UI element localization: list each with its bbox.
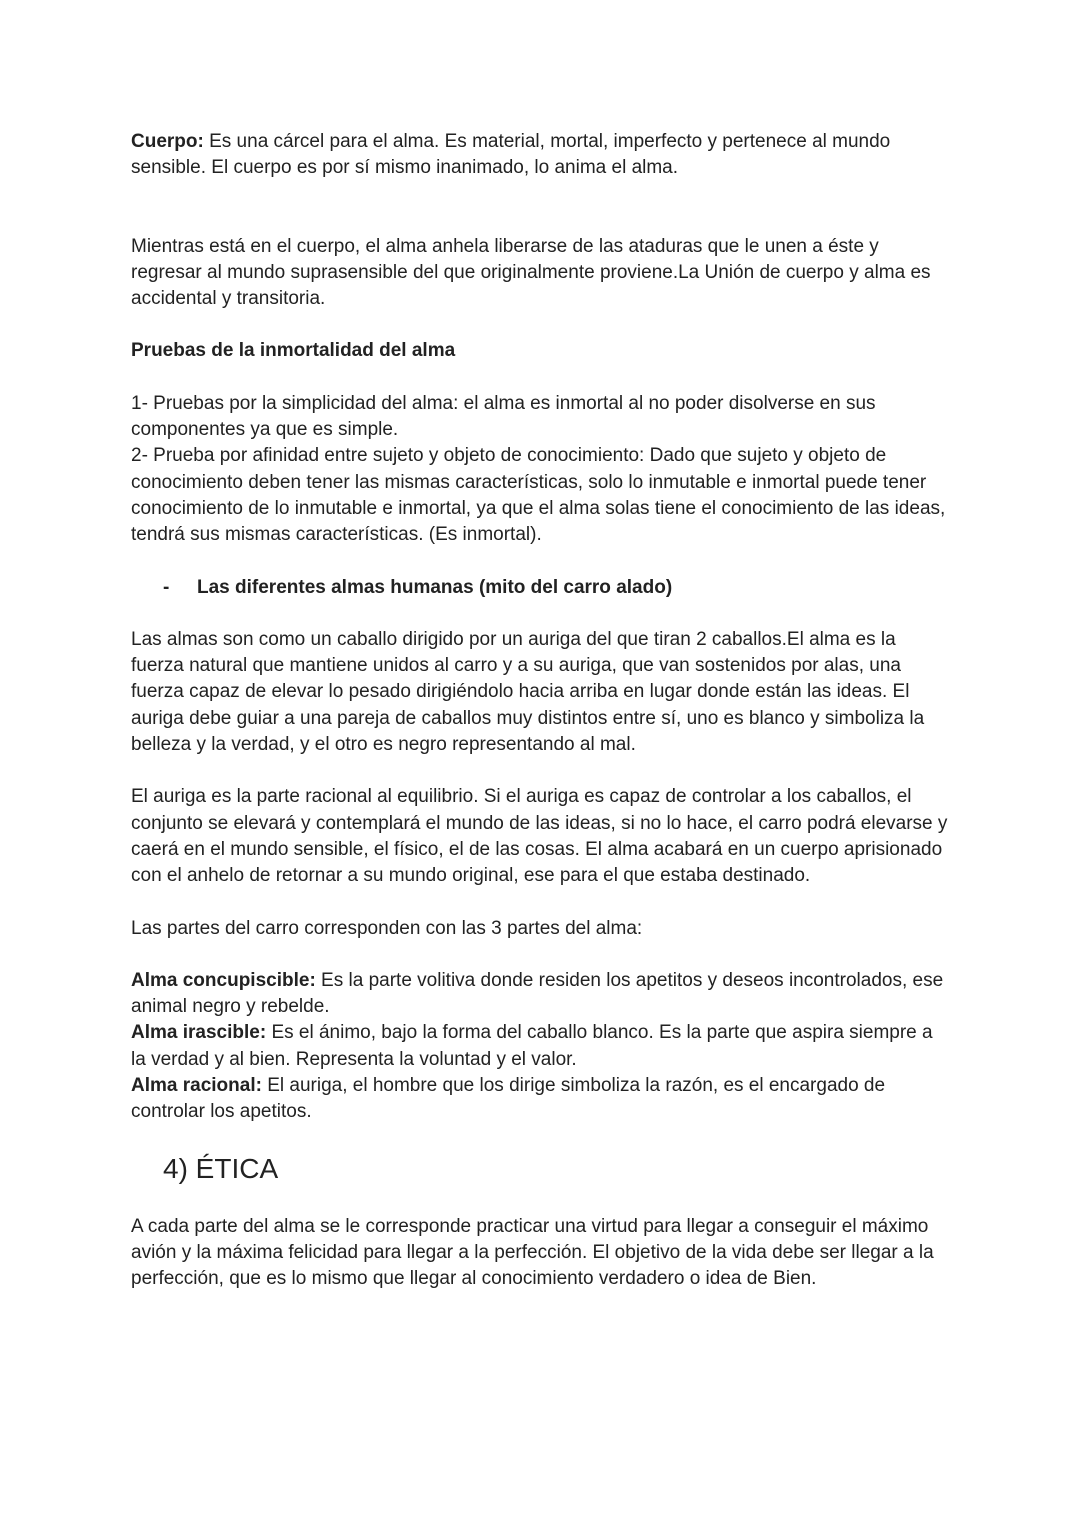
cuerpo-label: Cuerpo: (131, 131, 204, 152)
parte-label: Alma irascible: (131, 1022, 267, 1044)
almas-humanas-bullet (131, 575, 951, 601)
cuerpo-text: Es una cárcel para el alma. Es material, mortal, imperfecto y pertenece al mundo sensible. El cuerpo es por sí mismo inanimado, lo anima el alma. (131, 131, 891, 179)
parte-text: Es la parte volitiva donde residen los apetitos y deseos incontrolados, ese animal negro y rebelde. (131, 969, 944, 1018)
almas-humanas-title: Las diferentes almas humanas (mito del carro alado) (197, 576, 673, 598)
parte-text: Es el ánimo, bajo la forma del caballo blanco. Es la parte que aspira siempre a la verdad y al bien. Representa la voluntad y el valor. (131, 1022, 933, 1070)
carro-paragraph-2: El auriga es la parte racional al equilibrio. Si el auriga es capaz de controlar a los caballos, el conjunto se elevará y contemplará el mundo de las ideas, si no lo hace, el carro podrá elevarse y caerá en el mundo sensible, el físico, el de las cosas. El alma acabará en un cuerpo aprisionado con el anhelo de retornar a su mundo original, ese para el que estaba destinado. (131, 786, 948, 887)
prueba-1: 1- Pruebas por la simplicidad del alma: el alma es inmortal al no poder disolverse en sus componentes ya que es simple. (131, 392, 876, 441)
document-page (131, 129, 951, 1293)
prueba-2: 2- Prueba por afinidad entre sujeto y objeto de conocimiento: Dado que sujeto y objeto de conocimiento deben tener las mismas características, solo lo inmutable e inmortal puede tener conocimiento de lo inmutable e inmortal, ya que el alma solas tiene el conocimiento de las ideas, tendrá sus mismas características. (Es inmortal). (131, 445, 946, 546)
carro-paragraph-1: Las almas son como un caballo dirigido por un auriga del que tiran 2 caballos.El alma es la fuerza natural que mantiene unidos al carro y a su auriga, que van sostenidos por alas, una fuerza capaz de elevar lo pesado dirigiéndolo hacia arriba en lugar donde están las ideas. El auriga debe guiar a una pareja de caballos muy distintos entre sí, uno es blanco y simboliza la belleza y la verdad, y el otro es negro representando al mal. (131, 628, 925, 756)
pruebas-title: Pruebas de la inmortalidad del alma (131, 340, 456, 362)
parte-label: Alma racional: (131, 1075, 262, 1097)
parte-racional (131, 1073, 951, 1126)
cuerpo-paragraph (131, 129, 951, 182)
bullet-dash: - (163, 576, 170, 598)
parte-label: Alma concupiscible: (131, 969, 316, 991)
parte-text: El auriga, el hombre que los dirige simboliza la razón, es el encargado de controlar los apetitos. (131, 1075, 886, 1123)
etica-heading: 4) ÉTICA (163, 1152, 279, 1184)
carro-paragraph-3: Las partes del carro corresponden con las 3 partes del alma: (131, 917, 643, 939)
mientras-paragraph: Mientras está en el cuerpo, el alma anhela liberarse de las ataduras que le unen a éste y regresar al mundo suprasensible del que originalmente proviene.La Unión de cuerpo y alma es accidental y transitoria. (131, 235, 931, 310)
parte-concupiscible (131, 968, 951, 1021)
parte-irascible (131, 1020, 951, 1073)
etica-paragraph: A cada parte del alma se le corresponde practicar una virtud para llegar a conseguir el máximo avión y la máxima felicidad para llegar a la perfección. El objetivo de la vida debe ser llegar a la perfección, que es lo mismo que llegar al conocimiento verdadero o idea de Bien. (131, 1215, 934, 1290)
partes-alma-list (131, 968, 951, 1126)
